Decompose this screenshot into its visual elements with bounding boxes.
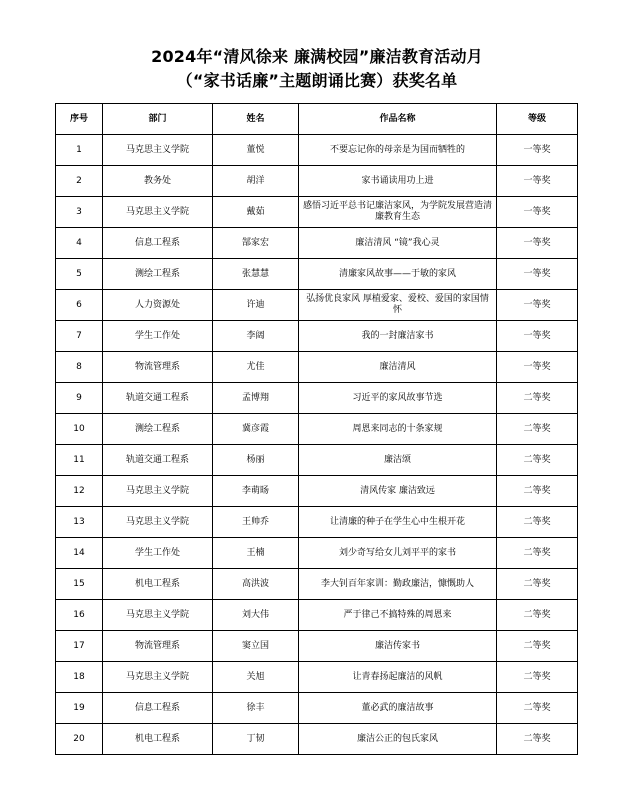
- table-row: [56, 259, 578, 290]
- cell-level: 一等奖: [497, 352, 578, 383]
- cell-level: 二等奖: [497, 569, 578, 600]
- table-row: [56, 693, 578, 724]
- cell-dept: 物流管理系: [103, 352, 213, 383]
- cell-work: 让清廉的种子在学生心中生根开花: [299, 507, 497, 538]
- cell-dept: 教务处: [103, 166, 213, 197]
- cell-dept: 信息工程系: [103, 228, 213, 259]
- cell-work: 廉洁公正的包氏家风: [299, 724, 497, 755]
- table-body: [56, 135, 578, 755]
- cell-no: 7: [56, 321, 103, 352]
- table-row: [56, 352, 578, 383]
- cell-name: 王楠: [213, 538, 299, 569]
- cell-dept: 马克思主义学院: [103, 197, 213, 228]
- cell-level: 一等奖: [497, 135, 578, 166]
- cell-work: 周恩来同志的十条家规: [299, 414, 497, 445]
- cell-level: 二等奖: [497, 631, 578, 662]
- cell-name: 尤佳: [213, 352, 299, 383]
- table-row: [56, 166, 578, 197]
- cell-work: 廉洁传家书: [299, 631, 497, 662]
- cell-dept: 学生工作处: [103, 321, 213, 352]
- cell-no: 11: [56, 445, 103, 476]
- cell-dept: 马克思主义学院: [103, 600, 213, 631]
- cell-dept: 测绘工程系: [103, 414, 213, 445]
- cell-no: 2: [56, 166, 103, 197]
- cell-work: 弘扬优良家风 厚植爱家、爱校、爱国的家国情怀: [299, 290, 497, 321]
- cell-work: 廉洁颂: [299, 445, 497, 476]
- cell-level: 二等奖: [497, 724, 578, 755]
- cell-level: 二等奖: [497, 600, 578, 631]
- cell-level: 二等奖: [497, 476, 578, 507]
- header-name: 姓名: [213, 104, 299, 135]
- cell-level: 二等奖: [497, 693, 578, 724]
- cell-no: 6: [56, 290, 103, 321]
- table-header-row: [56, 104, 578, 135]
- cell-level: 二等奖: [497, 507, 578, 538]
- table-row: [56, 228, 578, 259]
- cell-dept: 马克思主义学院: [103, 476, 213, 507]
- cell-dept: 物流管理系: [103, 631, 213, 662]
- cell-dept: 机电工程系: [103, 724, 213, 755]
- cell-work: 习近平的家风故事节选: [299, 383, 497, 414]
- cell-level: 二等奖: [497, 383, 578, 414]
- cell-no: 5: [56, 259, 103, 290]
- table-row: [56, 600, 578, 631]
- cell-dept: 马克思主义学院: [103, 135, 213, 166]
- cell-level: 一等奖: [497, 290, 578, 321]
- table-row: [56, 321, 578, 352]
- cell-no: 8: [56, 352, 103, 383]
- header-work: 作品名称: [299, 104, 497, 135]
- cell-no: 20: [56, 724, 103, 755]
- page-title: 2024年“清风徐来 廉满校园”廉洁教育活动月: [151, 47, 483, 66]
- cell-dept: 学生工作处: [103, 538, 213, 569]
- cell-work: 清廉家风故事——于敏的家风: [299, 259, 497, 290]
- cell-name: 徐丰: [213, 693, 299, 724]
- cell-no: 17: [56, 631, 103, 662]
- table-row: [56, 507, 578, 538]
- table-row: [56, 414, 578, 445]
- cell-level: 二等奖: [497, 538, 578, 569]
- cell-level: 一等奖: [497, 228, 578, 259]
- cell-no: 16: [56, 600, 103, 631]
- table-row: [56, 724, 578, 755]
- cell-no: 14: [56, 538, 103, 569]
- cell-no: 18: [56, 662, 103, 693]
- cell-work: 李大钊百年家训：勤政廉洁，慷慨助人: [299, 569, 497, 600]
- header-dept: 部门: [103, 104, 213, 135]
- cell-dept: 马克思主义学院: [103, 662, 213, 693]
- cell-work: 我的一封廉洁家书: [299, 321, 497, 352]
- cell-name: 许迪: [213, 290, 299, 321]
- cell-no: 4: [56, 228, 103, 259]
- cell-dept: 信息工程系: [103, 693, 213, 724]
- cell-dept: 人力资源处: [103, 290, 213, 321]
- cell-work: 廉洁清风 “镜”我心灵: [299, 228, 497, 259]
- table-row: [56, 445, 578, 476]
- table-row: [56, 569, 578, 600]
- cell-name: 杨丽: [213, 445, 299, 476]
- cell-work: 家书诵读用功上进: [299, 166, 497, 197]
- cell-no: 12: [56, 476, 103, 507]
- cell-name: 董悦: [213, 135, 299, 166]
- cell-name: 关旭: [213, 662, 299, 693]
- cell-no: 9: [56, 383, 103, 414]
- cell-no: 3: [56, 197, 103, 228]
- table-row: [56, 197, 578, 228]
- cell-dept: 机电工程系: [103, 569, 213, 600]
- cell-no: 10: [56, 414, 103, 445]
- cell-no: 15: [56, 569, 103, 600]
- cell-name: 王帅乔: [213, 507, 299, 538]
- header-level: 等级: [497, 104, 578, 135]
- table-row: [56, 631, 578, 662]
- cell-work: 严于律己不搞特殊的周恩来: [299, 600, 497, 631]
- cell-level: 二等奖: [497, 445, 578, 476]
- cell-name: 丁韧: [213, 724, 299, 755]
- cell-level: 二等奖: [497, 662, 578, 693]
- cell-name: 孟博翔: [213, 383, 299, 414]
- cell-work: 让青春扬起廉洁的风帆: [299, 662, 497, 693]
- cell-level: 一等奖: [497, 259, 578, 290]
- cell-work: 清风传家 廉洁致远: [299, 476, 497, 507]
- cell-name: 冀彦霞: [213, 414, 299, 445]
- cell-work: 董必武的廉洁故事: [299, 693, 497, 724]
- cell-level: 二等奖: [497, 414, 578, 445]
- cell-name: 郜家宏: [213, 228, 299, 259]
- award-table: [55, 103, 578, 755]
- cell-dept: 马克思主义学院: [103, 507, 213, 538]
- cell-name: 李阔: [213, 321, 299, 352]
- cell-work: 刘少奇写给女儿刘平平的家书: [299, 538, 497, 569]
- table-row: [56, 383, 578, 414]
- cell-name: 胡洋: [213, 166, 299, 197]
- cell-name: 戴茹: [213, 197, 299, 228]
- cell-work: 感悟习近平总书记廉洁家风，为学院发展营造清廉教育生态: [299, 197, 497, 228]
- cell-work: 不要忘记你的母亲是为国而牺牲的: [299, 135, 497, 166]
- cell-level: 一等奖: [497, 321, 578, 352]
- cell-level: 一等奖: [497, 197, 578, 228]
- cell-no: 1: [56, 135, 103, 166]
- cell-no: 19: [56, 693, 103, 724]
- table-row: [56, 476, 578, 507]
- cell-level: 一等奖: [497, 166, 578, 197]
- cell-dept: 测绘工程系: [103, 259, 213, 290]
- cell-name: 刘大伟: [213, 600, 299, 631]
- cell-dept: 轨道交通工程系: [103, 445, 213, 476]
- cell-dept: 轨道交通工程系: [103, 383, 213, 414]
- cell-name: 张慧慧: [213, 259, 299, 290]
- cell-name: 高洪波: [213, 569, 299, 600]
- table-row: [56, 662, 578, 693]
- cell-work: 廉洁清风: [299, 352, 497, 383]
- table-row: [56, 538, 578, 569]
- cell-no: 13: [56, 507, 103, 538]
- cell-name: 李萌旸: [213, 476, 299, 507]
- table-row: [56, 290, 578, 321]
- header-no: 序号: [56, 104, 103, 135]
- table-row: [56, 135, 578, 166]
- cell-name: 窦立国: [213, 631, 299, 662]
- page-subtitle: （“家书话廉”主题朗诵比赛）获奖名单: [176, 71, 458, 90]
